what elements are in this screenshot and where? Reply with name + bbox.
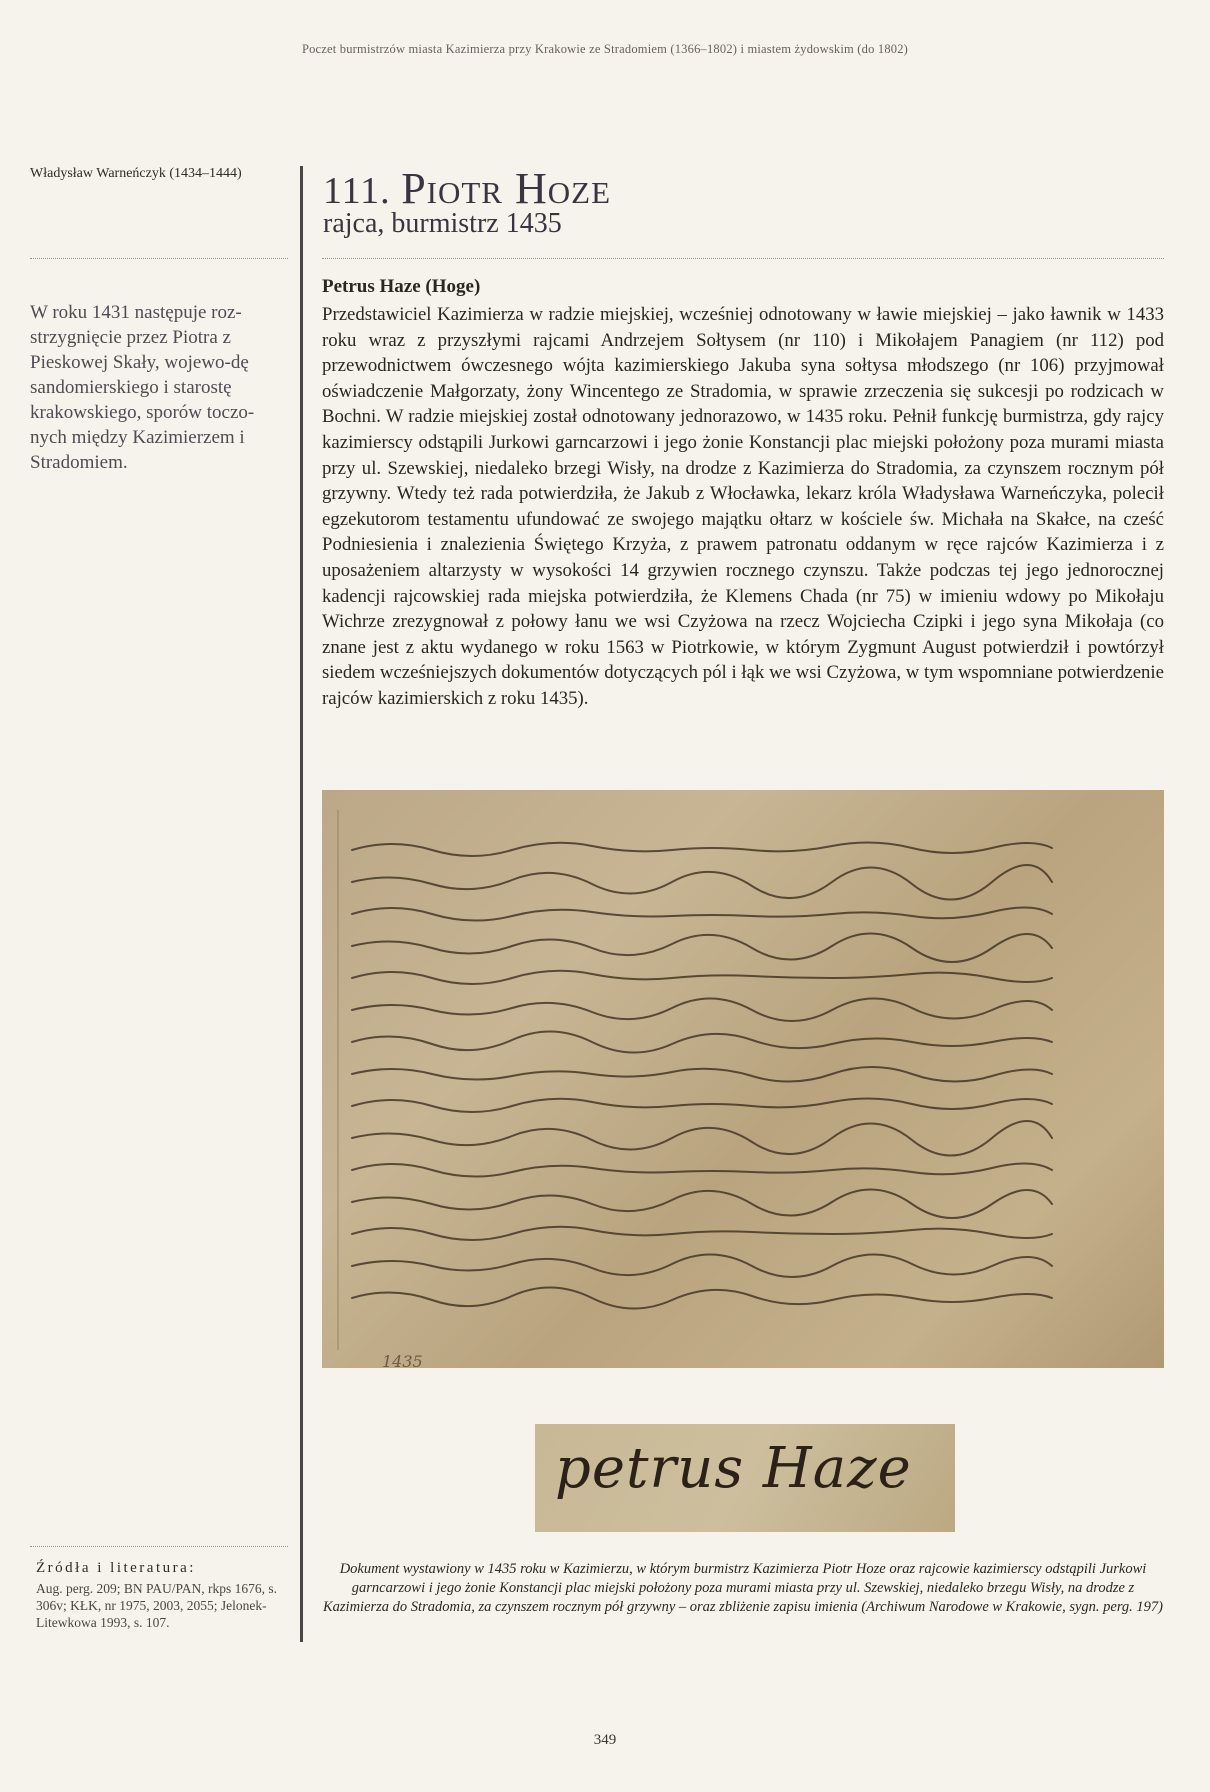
manuscript-year-mark: 1435 bbox=[382, 1352, 423, 1368]
vertical-rule bbox=[300, 166, 303, 1642]
sources-title: Źródła i literatura: bbox=[36, 1560, 196, 1576]
page-number: 349 bbox=[593, 1732, 617, 1748]
sidebar-divider bbox=[30, 258, 288, 259]
signature-text: petrus Haze bbox=[555, 1436, 912, 1501]
entry-heading bbox=[323, 163, 611, 214]
sources-divider bbox=[30, 1546, 288, 1547]
manuscript-image bbox=[322, 790, 1164, 1368]
entry-body: Przedstawiciel Kazimierza w radzie miejskiej, wcześniej odnotowany w ławie miejskiej – jako ławnik w 1433 roku wraz z przyszłymi rajcami Andrzejem Sołtysem (nr 110) i Mikołajem Panagiem (nr 112) pod przewodnictwem ówczesnego wójta kazimierskiego Jakuba syna sołtysa młodszego (nr 106) przyjmował oświadczenie Małgorzaty, żony Wincentego ze Stradomia, w sprawie zrzeczenia się sukcesji po rodzicach w Bochni. W radzie miejskiej został odnotowany jednorazowo, w 1435 roku. Pełnił funkcję burmistrza, gdy rajcy kazimierscy odstąpili Jurkowi garncarzowi i jego żonie Konstancji plac miejski położony poza murami miasta przy ul. Szewskiej, niedaleko brzegi Wisły, na drodze z Kazimierza do Stradomia, za czynszem rocznym pół grzywny. Wtedy też rada potwierdziła, że Jakub z Włocławka, lekarz króla Władysława Warneńczyka, polecił egzekutorom testamentu ufundować ze swojego majątku ołtarz w kościele św. Michała na Skałce, na cześć Podniesienia i znalezienia Świętego Krzyża, z prawem patronatu oddanym w ręce rajców Kazimierza i z uposażeniem altarzysty w wysokości 14 grzywien rocznego czynszu. Także podczas tej jego jednorocznej kadencji rajcowskiej rada miejska potwierdziła, że Klemens Chada (nr 75) w imieniu wdowy po Mikołaju Wichrze zrezygnował z połowy łanu we wsi Czyżowa na rzecz Wojciecha Czipki i jego syna Mikołaja (co znane jest z aktu wydanego w roku 1563 w Piotrkowie, w którym Zygmunt August potwierdził i powtórzył siedem wcześniejszych dokumentów dotyczących pól i łąk we wsi Czyżowa, w tym wspomniane potwierdzenie rajców kazimierskich z roku 1435). bbox=[322, 304, 1164, 709]
sidebar-note: W roku 1431 następuje roz-strzygnięcie przez Piotra z Pieskowej Skały, wojewo-dę sandomierskiego i starostę krakowskiego, sporów toczo-nych między Kazimierzem i Stradomiem. bbox=[30, 302, 255, 473]
running-header: Poczet burmistrzów miasta Kazimierza przy Krakowie ze Stradomiem (1366–1802) i miastem żydowskim (do 1802) bbox=[301, 42, 909, 56]
entry-number: 111. bbox=[323, 170, 391, 212]
signature-closeup-image bbox=[535, 1424, 955, 1532]
sources-text: Aug. perg. 209; BN PAU/PAN, rkps 1676, s. 306v; KŁK, nr 1975, 2003, 2055; Jelonek-Litewkowa 1993, s. 107. bbox=[36, 1581, 278, 1630]
image-caption: Dokument wystawiony w 1435 roku w Kazimierzu, w którym burmistrz Kazimierza Piotr Hoze oraz rajcowie kazimierscy odstąpili Jurkowi garncarzowi i jego żonie Konstancji plac miejski położony poza murami miasta przy ul. Szewskiej, niedaleko brzegu Wisły, na drodze z Kazimierza do Stradomia, za czynszem rocznym pół grzywny – oraz zbliżenie zapisu imienia (Archiwum Narodowe w Krakowie, sygn. perg. 197) bbox=[322, 1561, 1164, 1615]
heading-divider bbox=[322, 258, 1164, 259]
manuscript-script-lines bbox=[322, 790, 1164, 1368]
sidebar-era: Władysław Warneńczyk (1434–1444) bbox=[30, 166, 242, 181]
latin-name: Petrus Haze (Hoge) bbox=[322, 276, 481, 297]
entry-subtitle: rajca, burmistrz 1435 bbox=[323, 208, 562, 239]
entry-name: Piotr Hoze bbox=[401, 164, 612, 213]
